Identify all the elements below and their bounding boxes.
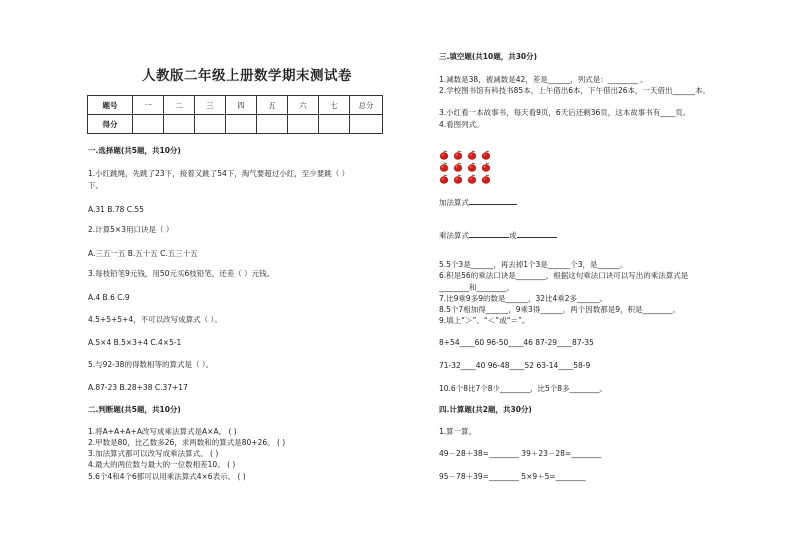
score-cell-header: 四 xyxy=(226,96,257,115)
answer-blank xyxy=(517,229,557,238)
score-cell xyxy=(133,115,164,134)
multiplication-label: 乘法算式 xyxy=(439,231,469,240)
score-table-score-row xyxy=(88,115,383,134)
question-text: 1.小红跳绳，先跳了23下，接着又跳了54下，淘气要超过小红，至少要跳（ ） xyxy=(88,169,350,178)
answer-blank xyxy=(469,229,509,238)
question-text: 2.甲数是80，比乙数多26，求两数和的算式是80+26。 ( ) xyxy=(88,438,286,447)
question-options: A.31 B.78 C.55 xyxy=(88,205,144,214)
question-text: 4.5+5+5+4，不可以改写成算式（ ）。 xyxy=(88,315,222,324)
score-cell xyxy=(319,115,350,134)
score-cell xyxy=(288,115,319,134)
score-cell xyxy=(226,115,257,134)
question-options: A.5×4 B.5×3+4 C.4×5-1 xyxy=(88,338,182,347)
question-text: 3.每枝铅笔9元钱，用50元买6枝铅笔，还差（ ）元钱。 xyxy=(88,269,275,278)
question-text: 4.看图列式。 xyxy=(439,120,484,129)
question-text: 下。 xyxy=(88,181,103,190)
comparison-row: 71-32____40 96-48____52 63-14____58-9 xyxy=(439,361,591,370)
question-text: 5.6个4和4个6都可以用乘法算式4×6表示。 ( ) xyxy=(88,472,246,481)
question-text: 3.小红看一本故事书，每天看9页，6天后还剩36页，这本故事书有____页。 xyxy=(439,108,691,117)
question-text: 10.6个8比7个8少________，比5个8多________。 xyxy=(439,384,608,393)
score-row-label: 得分 xyxy=(88,115,133,134)
addition-label: 加法算式 xyxy=(439,198,469,207)
section-heading-calc: 四.计算题(共2题，共30分) xyxy=(439,405,532,414)
score-cell-header: 六 xyxy=(288,96,319,115)
section-heading-choice: 一.选择题(共5题，共10分) xyxy=(88,146,181,155)
apples-image xyxy=(439,150,499,186)
addition-formula-line xyxy=(439,196,517,208)
score-cell-header: 三 xyxy=(195,96,226,115)
or-text: 或 xyxy=(509,231,517,240)
score-table-header-row xyxy=(88,96,383,115)
score-cell xyxy=(195,115,226,134)
score-cell xyxy=(350,115,383,134)
score-cell-header: 二 xyxy=(164,96,195,115)
question-text: 5.与92-38的得数相等的算式是（ ）。 xyxy=(88,360,214,369)
score-cell-header: 题号 xyxy=(88,96,133,115)
question-text: 1.算一算。 xyxy=(439,427,477,436)
question-text: 2.学校图书馆有科技书85本，上午借出6本，下午借出26本，一天借出______本。 xyxy=(439,86,711,95)
question-text: 2.计算5×3用口诀是（ ） xyxy=(88,225,174,234)
question-text: 4.最大的两位数与最大的一位数相差10。 ( ) xyxy=(88,460,236,469)
question-options: A.87-23 B.28+38 C.37+17 xyxy=(88,383,188,392)
score-cell-header: 五 xyxy=(257,96,288,115)
score-cell xyxy=(257,115,288,134)
page-title: 人教版二年级上册数学期末测试卷 xyxy=(142,68,352,84)
question-text: 7.比9乘9多9的数是______，32比4乘2多______。 xyxy=(439,294,608,303)
question-text: 6.积是56的乘法口诀是________，根据这句乘法口诀可以写出的乘法算式是 xyxy=(439,271,689,280)
answer-blank xyxy=(469,196,517,205)
question-text: 5.5个3是______，再去掉1个3是______个3，是______。 xyxy=(439,260,628,269)
section-heading-fill: 三.填空题(共10题，共30分) xyxy=(439,52,538,61)
question-text: ________和________。 xyxy=(439,283,514,292)
score-table xyxy=(87,95,383,134)
question-options: A.4 B.6 C.9 xyxy=(88,293,130,302)
question-text: 9.填上“＞”、“＜”或“＝”。 xyxy=(439,316,530,325)
comparison-row: 8+54____60 96-50____46 87-29____87-35 xyxy=(439,338,594,347)
section-heading-judge: 二.判断题(共5题，共10分) xyxy=(88,405,181,414)
question-text: 8.5个7相加得______，9乘3得______，两个因数都是9，积是________。 xyxy=(439,305,681,314)
question-options: A.三五一五 B.五十五 C.五三十五 xyxy=(88,249,198,258)
score-cell-header: 七 xyxy=(319,96,350,115)
score-cell-header: 一 xyxy=(133,96,164,115)
question-text: 1.减数是38，被减数是42，差是______，列式是：________ 。 xyxy=(439,75,648,84)
calc-row: 95－78＋39=________ 5×9＋5=________ xyxy=(439,472,586,481)
question-text: 3.加法算式都可以改写成乘法算式。 ( ) xyxy=(88,449,219,458)
score-cell xyxy=(164,115,195,134)
calc-row: 49－28＋38=________ 39＋23－28=________ xyxy=(439,449,602,458)
score-cell-header: 总分 xyxy=(350,96,383,115)
multiplication-formula-line xyxy=(439,229,557,241)
question-text: 1.将A+A+A+A改写成乘法算式是A×A。 ( ) xyxy=(88,427,237,436)
